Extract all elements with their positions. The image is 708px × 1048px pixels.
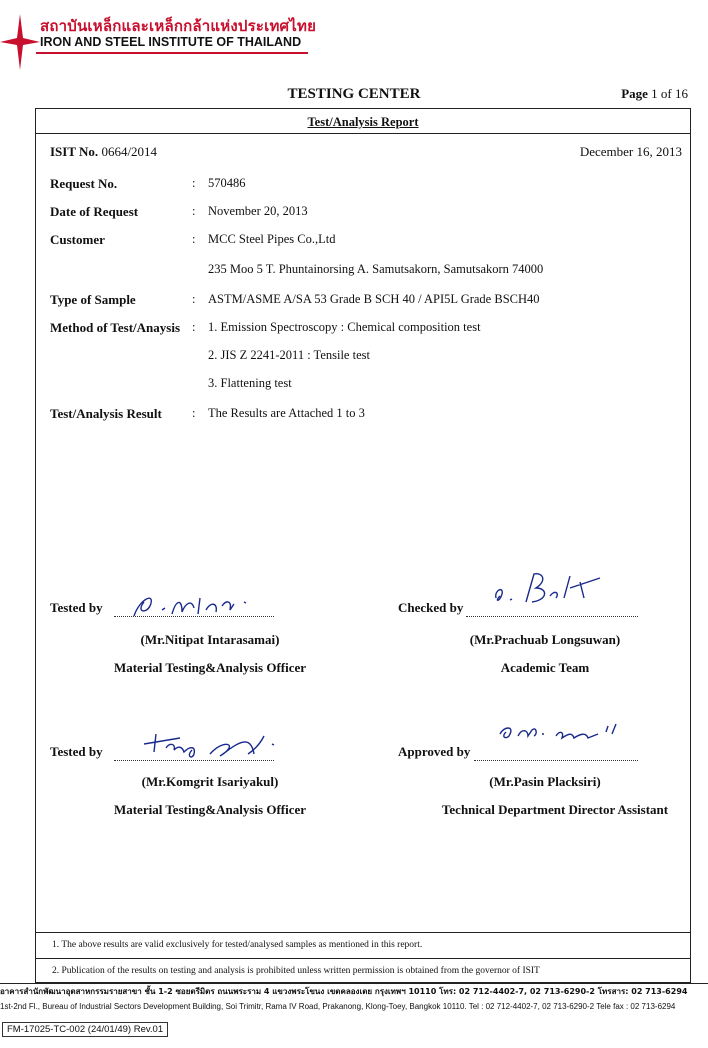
request-no-text: 570486 bbox=[208, 176, 246, 190]
tested-by-2-name: (Mr.Komgrit Isariyakul) bbox=[141, 774, 279, 789]
isit-label: ISIT No. bbox=[50, 144, 99, 159]
date-of-request-text: November 20, 2013 bbox=[208, 204, 308, 218]
type-of-sample-value: : ASTM/ASME A/SA 53 Grade B SCH 40 / API5L Grade BSCH40 bbox=[192, 292, 540, 306]
page-number bbox=[621, 86, 688, 102]
approved-by-label: Approved by bbox=[398, 744, 471, 759]
isit-number bbox=[50, 144, 157, 160]
approved-by-name: (Mr.Pasin Placksiri) bbox=[489, 774, 601, 789]
checked-by-name: (Mr.Prachuab Longsuwan) bbox=[469, 632, 621, 647]
customer-value: : MCC Steel Pipes Co.,Ltd bbox=[192, 232, 336, 246]
type-of-sample-text: ASTM/ASME A/SA 53 Grade B SCH 40 / API5L Grade BSCH40 bbox=[208, 292, 540, 306]
type-of-sample-label: Type of Sample bbox=[50, 292, 136, 307]
request-no-label: Request No. bbox=[50, 176, 118, 191]
customer-address: 235 Moo 5 T. Phuntainorsing A. Samutsakorn, Samutsakorn 74000 bbox=[208, 262, 544, 276]
tested-by-1-label: Tested by bbox=[50, 600, 103, 615]
page-label: Page bbox=[621, 86, 648, 101]
footer-address-english: 1st-2nd Fl., Bureau of Industrial Sectors Development Building, Soi Trimitr, Rama IV Road, Prakanong, Klong-Toey, Bangkok 10110. Tel : 02 712-4402-7, 02 713-6290-2 Tele fax : 02 713-6294 bbox=[0, 1002, 676, 1011]
tested-by-1-signature bbox=[126, 588, 266, 622]
result-text: The Results are Attached 1 to 3 bbox=[208, 406, 365, 420]
tested-by-2-title: Material Testing&Analysis Officer bbox=[113, 802, 307, 817]
method-label: Method of Test/Anaysis bbox=[50, 320, 181, 335]
logo-divider bbox=[36, 52, 308, 54]
request-no-value: : 570486 bbox=[192, 176, 246, 190]
tested-by-1-title: Material Testing&Analysis Officer bbox=[113, 660, 307, 675]
institute-logo-star-icon bbox=[0, 14, 40, 70]
method-item-2: 2. JIS Z 2241-2011 : Tensile test bbox=[208, 348, 370, 362]
footer-address-thai: อาคารสำนักพัฒนาอุตสาหกรรมรายสาขา ชั้น 1-2 ซอยตรีมิตร ถนนพระราม 4 แขวงพระโขนง เขตคลองเตย กรุงเทพฯ 10110 โทร: 02 712-4402-7, 02 713-6290-2 โทรสาร: 02 713-6294 bbox=[0, 987, 688, 996]
result-label: Test/Analysis Result bbox=[50, 406, 162, 421]
org-name-english: IRON AND STEEL INSTITUTE OF THAILAND bbox=[40, 35, 302, 49]
notes-divider bbox=[35, 958, 691, 959]
page-value: 1 of 16 bbox=[651, 86, 688, 101]
method-item-1-text: 1. Emission Spectroscopy : Chemical composition test bbox=[208, 320, 481, 334]
testing-center-title: TESTING CENTER bbox=[287, 86, 421, 102]
footer-rule bbox=[0, 983, 708, 984]
tested-by-1-name: (Mr.Nitipat Intarasamai) bbox=[140, 632, 280, 647]
report-date: December 16, 2013 bbox=[579, 144, 682, 159]
customer-text: MCC Steel Pipes Co.,Ltd bbox=[208, 232, 336, 246]
note-1: 1. The above results are valid exclusively for tested/analysed samples as mentioned in this report. bbox=[52, 940, 423, 950]
checked-by-label: Checked by bbox=[398, 600, 464, 615]
report-title-row bbox=[35, 108, 691, 134]
method-item-3: 3. Flattening test bbox=[208, 376, 292, 390]
tested-by-2-label: Tested by bbox=[50, 744, 103, 759]
report-title: Test/Analysis Report bbox=[307, 115, 419, 129]
date-of-request-value: : November 20, 2013 bbox=[192, 204, 308, 218]
isit-value: 0664/2014 bbox=[101, 144, 158, 159]
result-value: : The Results are Attached 1 to 3 bbox=[192, 406, 365, 420]
method-item-1: : 1. Emission Spectroscopy : Chemical composition test bbox=[192, 320, 481, 334]
tested-by-2-signature bbox=[140, 724, 290, 764]
checked-by-title: Academic Team bbox=[500, 660, 590, 675]
note-2: 2. Publication of the results on testing and analysis is prohibited unless written permission is obtained from the governor of ISIT bbox=[52, 966, 540, 976]
approved-by-title: Technical Department Director Assistant bbox=[441, 802, 669, 817]
checked-by-signature bbox=[490, 568, 610, 612]
date-of-request-label: Date of Request bbox=[50, 204, 139, 219]
report-frame bbox=[35, 108, 691, 983]
approved-by-signature bbox=[494, 712, 634, 746]
org-name-thai: สถาบันเหล็กและเหล็กกล้าแห่งประเทศไทย bbox=[40, 17, 317, 35]
form-code: FM-17025-TC-002 (24/01/49) Rev.01 bbox=[2, 1022, 168, 1037]
customer-label: Customer bbox=[50, 232, 105, 247]
